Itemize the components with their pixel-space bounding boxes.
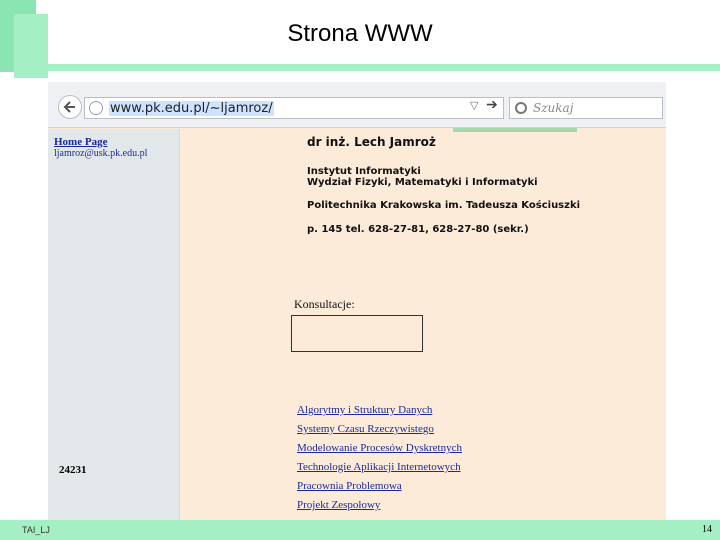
course-list: [297, 404, 462, 518]
course-link[interactable]: Pracownia Problemowa: [297, 480, 402, 492]
footer-label: TAI_LJ: [22, 525, 50, 535]
slide-title: Strona WWW: [287, 20, 433, 47]
consultations-box: [291, 315, 423, 352]
address-bar[interactable]: [84, 97, 504, 119]
go-arrow-icon[interactable]: ➔: [486, 96, 498, 112]
search-input[interactable]: [509, 97, 663, 119]
visit-counter: 24231: [59, 464, 87, 476]
contact-info: p. 145 tel. 628-27-81, 628-27-80 (sekr.): [307, 224, 529, 235]
globe-icon: [89, 101, 103, 115]
back-arrow-icon: [63, 100, 77, 114]
course-link[interactable]: Technologie Aplikacji Internetowych: [297, 461, 461, 473]
title-underline-band: [48, 64, 720, 71]
page-number: 14: [702, 524, 712, 535]
page-sidebar: [48, 129, 180, 520]
browser-toolbar: [48, 82, 666, 128]
dropdown-triangle-icon[interactable]: ▽: [470, 100, 479, 112]
course-link[interactable]: Projekt Zespołowy: [297, 499, 381, 511]
course-link[interactable]: Algorytmy i Struktury Danych: [297, 404, 433, 416]
address-bar-url: www.pk.edu.pl/~ljamroz/: [110, 100, 273, 116]
page-content: [181, 129, 666, 520]
home-page-link[interactable]: Home Page: [54, 136, 108, 148]
search-icon: [515, 102, 527, 114]
institute-line-2: Wydział Fizyki, Matematyki i Informatyki: [307, 177, 538, 188]
search-placeholder: Szukaj: [533, 101, 574, 115]
email-link[interactable]: ljamroz@usk.pk.edu.pl: [54, 148, 148, 159]
back-button[interactable]: [58, 95, 82, 119]
course-link[interactable]: Modelowanie Procesów Dyskretnych: [297, 442, 462, 454]
consultations-label: Konsultacje:: [294, 297, 355, 311]
browser-screenshot: [48, 82, 666, 520]
author-name: dr inż. Lech Jamroż: [307, 135, 436, 149]
institute-line-1: Instytut Informatyki: [307, 166, 421, 177]
course-link[interactable]: Systemy Czasu Rzeczywistego: [297, 423, 434, 435]
footer-band: [0, 520, 720, 540]
university-name: Politechnika Krakowska im. Tadeusza Kościuszki: [307, 200, 581, 211]
